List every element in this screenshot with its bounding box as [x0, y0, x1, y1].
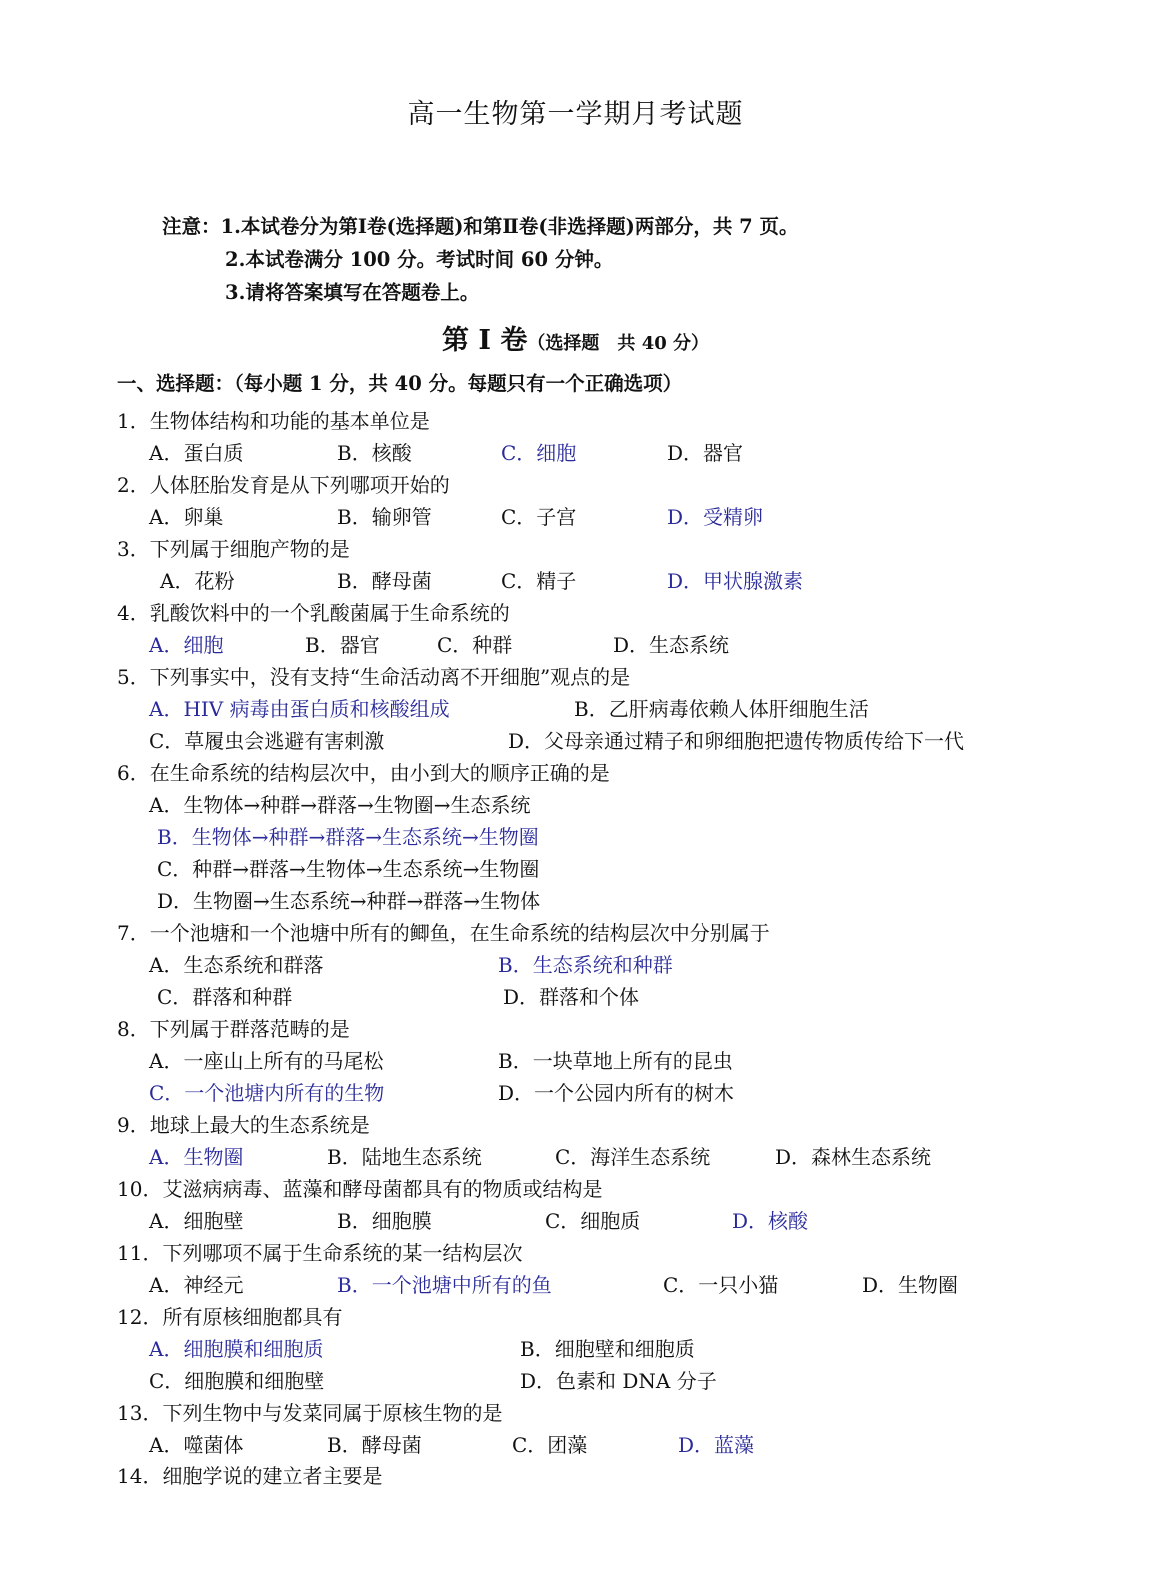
question-stem: 4．乳酸饮料中的一个乳酸菌属于生命系统的 [117, 601, 510, 625]
option-b: B．输卵管 [337, 505, 432, 529]
option-c: C．种群→群落→生物体→生态系统→生物圈 [157, 857, 540, 881]
option-b: B．细胞壁和细胞质 [520, 1337, 695, 1361]
option-c: C．精子 [501, 569, 577, 593]
option-c: C．细胞质 [545, 1209, 641, 1233]
option-b: B．一个池塘中所有的鱼 [337, 1273, 552, 1297]
option-c: C．草履虫会逃避有害刺激 [149, 729, 385, 753]
option-a: A．生物圈 [149, 1145, 244, 1169]
option-a: A．蛋白质 [149, 441, 244, 465]
option-d: D．甲状腺激素 [667, 569, 804, 593]
question-stem: 12．所有原核细胞都具有 [117, 1305, 343, 1329]
option-a: A．神经元 [149, 1273, 244, 1297]
option-b: B．陆地生态系统 [327, 1145, 482, 1169]
option-a: A．生物体→种群→群落→生物圈→生态系统 [149, 793, 531, 817]
option-b: B．器官 [305, 633, 380, 657]
question-stem: 9．地球上最大的生态系统是 [117, 1113, 370, 1137]
option-d: D．森林生态系统 [775, 1145, 932, 1169]
option-c: C．子宫 [501, 505, 577, 529]
question-stem: 5．下列事实中，没有支持“生命活动离不开细胞”观点的是 [117, 665, 631, 689]
question-stem: 2．人体胚胎发育是从下列哪项开始的 [117, 473, 450, 497]
option-d: D．生物圈 [862, 1273, 959, 1297]
option-c: C．海洋生态系统 [555, 1145, 711, 1169]
option-d: D．受精卵 [667, 505, 764, 529]
option-d: D．生物圈→生态系统→种群→群落→生物体 [157, 889, 541, 913]
option-a: A．细胞壁 [149, 1209, 244, 1233]
option-d: D．生态系统 [613, 633, 730, 657]
option-a: A．生态系统和群落 [149, 953, 324, 977]
option-b: B．酵母菌 [337, 569, 432, 593]
option-a: A．花粉 [160, 569, 235, 593]
section-subtitle: （选择题 共 40 分） [527, 333, 710, 354]
option-b: B．核酸 [337, 441, 412, 465]
notice-line-1: 注意：1.本试卷分为第Ⅰ卷(选择题)和第Ⅱ卷(非选择题)两部分，共 7 页。 [162, 215, 799, 238]
option-b: B．细胞膜 [337, 1209, 432, 1233]
option-a: A．噬菌体 [149, 1433, 244, 1457]
option-a: A．一座山上所有的马尾松 [149, 1049, 384, 1073]
option-c: C．一个池塘内所有的生物 [149, 1081, 385, 1105]
option-d: D．器官 [667, 441, 744, 465]
option-c: C．细胞 [501, 441, 577, 465]
option-c: C．细胞膜和细胞壁 [149, 1369, 325, 1393]
question-stem: 14．细胞学说的建立者主要是 [117, 1464, 383, 1488]
option-a: A．细胞膜和细胞质 [149, 1337, 324, 1361]
question-stem: 13．下列生物中与发菜同属于原核生物的是 [117, 1401, 503, 1425]
option-c: C．种群 [437, 633, 513, 657]
page-title: 高一生物第一学期月考试题 [407, 99, 744, 130]
option-b: B．生态系统和种群 [498, 953, 673, 977]
option-a: A．细胞 [149, 633, 224, 657]
option-d: D．色素和 DNA 分子 [520, 1369, 717, 1393]
option-d: D．蓝藻 [678, 1433, 755, 1457]
option-d: D．一个公园内所有的树木 [498, 1081, 735, 1105]
notice-line-3: 3.请将答案填写在答题卷上。 [225, 281, 480, 304]
part-title: 一、选择题：（每小题 1 分，共 40 分。每题只有一个正确选项） [117, 372, 683, 395]
notice-line-2: 2.本试卷满分 100 分。考试时间 60 分钟。 [225, 248, 614, 271]
option-b: B．生物体→种群→群落→生态系统→生物圈 [157, 825, 539, 849]
question-stem: 10．艾滋病病毒、蓝藻和酵母菌都具有的物质或结构是 [117, 1177, 603, 1201]
option-d: D．群落和个体 [503, 985, 640, 1009]
option-b: B．酵母菌 [327, 1433, 422, 1457]
question-stem: 11．下列哪项不属于生命系统的某一结构层次 [117, 1241, 523, 1265]
option-d: D．核酸 [732, 1209, 809, 1233]
question-stem: 6．在生命系统的结构层次中，由小到大的顺序正确的是 [117, 761, 610, 785]
option-d: D．父母亲通过精子和卵细胞把遗传物质传给下一代 [508, 729, 965, 753]
question-stem: 7．一个池塘和一个池塘中所有的鲫鱼，在生命系统的结构层次中分别属于 [117, 921, 770, 945]
section-heading [0, 318, 1151, 357]
option-c: C．团藻 [512, 1433, 588, 1457]
question-stem: 1．生物体结构和功能的基本单位是 [117, 409, 430, 433]
question-stem: 3．下列属于细胞产物的是 [117, 537, 350, 561]
option-c: C．群落和种群 [157, 985, 293, 1009]
section-title: 第 I 卷 [441, 325, 528, 356]
option-b: B．一块草地上所有的昆虫 [498, 1049, 733, 1073]
question-stem: 8．下列属于群落范畴的是 [117, 1017, 350, 1041]
notice-block [162, 210, 798, 309]
option-c: C．一只小猫 [663, 1273, 779, 1297]
option-a: A．HIV 病毒由蛋白质和核酸组成 [149, 697, 450, 721]
option-a: A．卵巢 [149, 505, 224, 529]
option-b: B．乙肝病毒依赖人体肝细胞生活 [574, 697, 869, 721]
